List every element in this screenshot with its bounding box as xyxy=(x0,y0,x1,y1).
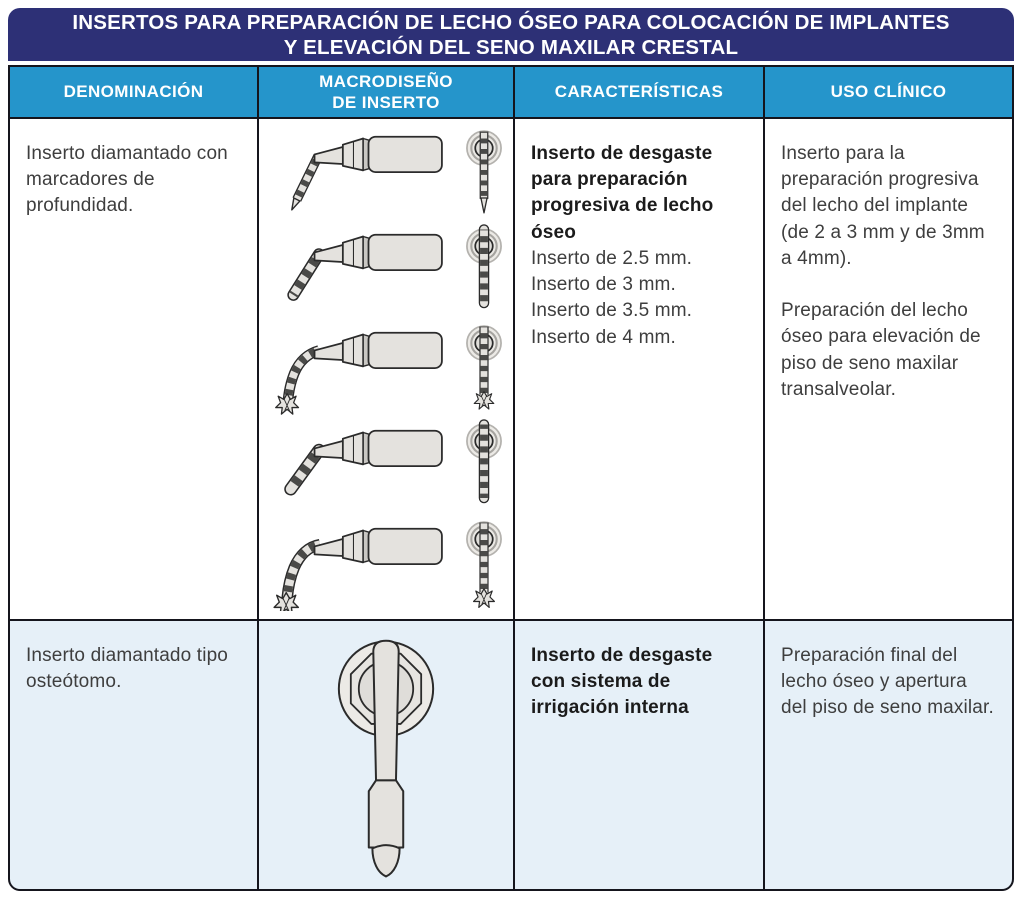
uso-clinico-paragraph: Preparación final del lecho óseo y apertura del piso de seno maxilar. xyxy=(781,645,994,719)
insert-front-view-icon xyxy=(463,517,505,612)
insert-front-view-icon xyxy=(463,419,505,514)
insert-side-view-icon xyxy=(267,519,447,611)
insert-front-view-icon xyxy=(463,224,505,319)
cell-caracteristicas-row1 xyxy=(515,119,763,619)
table-body xyxy=(8,117,1014,891)
caracteristicas-title: Inserto de desgaste con sistema de irrigación interna xyxy=(531,645,713,719)
column-header-label: USO CLÍNICO xyxy=(830,82,947,102)
column-header-caracteristicas xyxy=(515,67,763,117)
insert-side-view-icon xyxy=(267,225,447,317)
cell-caracteristicas-row2 xyxy=(515,621,763,889)
insert-front-view-icon xyxy=(463,126,505,221)
denominacion-text: Inserto diamantado tipo osteótomo. xyxy=(26,645,229,693)
insert-illustration-1 xyxy=(267,126,505,221)
osteotome-insert-top-view-icon xyxy=(318,637,454,882)
caracteristicas-item: Inserto de 3 mm. xyxy=(531,274,676,296)
table-title-line-1: INSERTOS PARA PREPARACIÓN DE LECHO ÓSEO PARA COLOCACIÓN DE IMPLANTES xyxy=(72,10,950,34)
column-header-uso-clinico xyxy=(765,67,1012,117)
column-header-label: DENOMINACIÓN xyxy=(63,82,204,102)
column-header-row xyxy=(8,65,1014,117)
insert-illustration-2 xyxy=(267,224,505,319)
table-title-line-2: Y ELEVACIÓN DEL SENO MAXILAR CRESTAL xyxy=(283,35,739,59)
insert-illustration-4 xyxy=(267,419,505,514)
column-header-label: DE INSERTO xyxy=(332,93,440,112)
insert-front-view-icon xyxy=(463,321,505,416)
cell-uso-clinico-row1 xyxy=(765,119,1012,619)
caracteristicas-item: Inserto de 4 mm. xyxy=(531,326,676,348)
column-header-label: MACRODISEÑO xyxy=(319,71,453,91)
cell-macrodiseno-row1 xyxy=(259,119,513,619)
insert-side-view-icon xyxy=(267,323,447,415)
cell-uso-clinico-row2 xyxy=(765,621,1012,889)
column-header-macrodiseno xyxy=(259,67,513,117)
insert-illustration-3 xyxy=(267,321,505,416)
insert-side-view-icon xyxy=(267,421,447,513)
denominacion-text: Inserto diamantado con marcadores de profundidad. xyxy=(26,143,228,217)
caracteristicas-item: Inserto de 3.5 mm. xyxy=(531,300,693,322)
caracteristicas-item: Inserto de 2.5 mm. xyxy=(531,247,693,269)
cell-denominacion-row2 xyxy=(10,621,257,889)
column-header-label: CARACTERÍSTICAS xyxy=(554,82,724,102)
column-header-denominacion xyxy=(10,67,257,117)
uso-clinico-paragraph: Inserto para la preparación progresiva del lecho del implante (de 2 a 3 mm y de 3mm a 4mm). xyxy=(781,143,985,269)
table-title-banner xyxy=(8,8,1014,61)
insert-illustration-5 xyxy=(267,517,505,612)
caracteristicas-title: Inserto de desgaste para preparación progresiva de lecho óseo xyxy=(531,143,714,243)
insert-side-view-icon xyxy=(267,127,447,219)
uso-clinico-paragraph: Preparación del lecho óseo para elevación de piso de seno maxilar transalveolar. xyxy=(781,300,981,400)
cell-denominacion-row1 xyxy=(10,119,257,619)
cell-macrodiseno-row2 xyxy=(259,621,513,889)
